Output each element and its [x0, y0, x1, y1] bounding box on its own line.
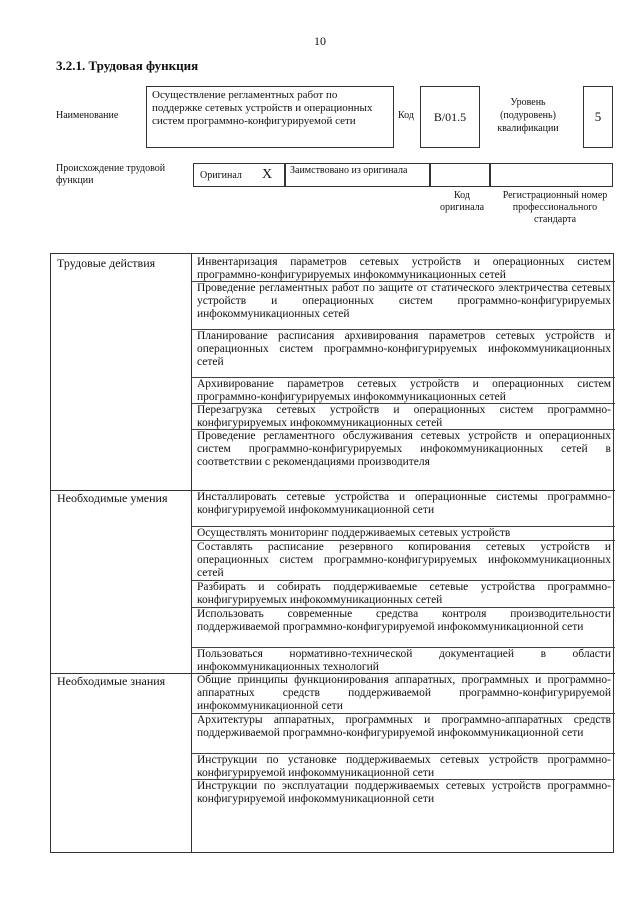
function-code-box: B/01.5: [420, 86, 480, 148]
table-row: Архивирование параметров сетевых устройств и операционных систем программно-конфигурируемых инфокоммуникационных сетей: [197, 378, 611, 404]
function-name-box: Осуществление регламентных работ по поддержке сетевых устройств и операционных систем программно-конфигурируемой сети: [146, 86, 394, 148]
table-row: Общие принципы функционирования аппаратных, программных и программно-аппаратных средств поддерживаемой программно-конфигурируемой инфокоммуникационной сети: [197, 674, 611, 713]
table-row: Планирование расписания архивирования параметров сетевых устройств и операционных систем программно-конфигурируемых инфокоммуникационных сетей: [197, 330, 611, 369]
code-label: Код: [398, 110, 414, 121]
table-row: Проведение регламентных работ по защите от статического электричества сетевых устройств и операционных систем программно-конфигурируемых инфокоммуникационных сетей: [197, 282, 611, 321]
table-row: Инсталлировать сетевые устройства и операционные системы программно-конфигурируемой инфокоммуникационной сети: [197, 491, 611, 517]
table-row: Составлять расписание резервного копирования сетевых устройств и операционных систем программно-конфигурируемых инфокоммуникационных сетей: [197, 541, 611, 580]
table-column-divider: [191, 254, 192, 852]
table-row: Перезагрузка сетевых устройств и операционных систем программно-конфигурируемых инфокоммуникационных сетей: [197, 404, 611, 430]
section-header: Необходимые знания: [57, 674, 166, 688]
page-number: 10: [314, 34, 326, 48]
name-label: Наименование: [56, 110, 119, 121]
table-row: Инструкции по установке поддерживаемых сетевых устройств программно-конфигурируемой инфокоммуникационной сети: [197, 754, 611, 780]
origin-original-mark: X: [262, 167, 273, 182]
origin-original-label: Оригинал: [200, 170, 242, 181]
qualification-level-box: 5: [583, 86, 613, 148]
table-row: Пользоваться нормативно-технической документацией в области инфокоммуникационных технологий: [197, 648, 611, 674]
table-row: Разбирать и собирать поддерживаемые сетевые устройства программно-конфигурируемых инфокоммуникационных сетей: [197, 581, 611, 607]
origin-label: Происхождение трудовой функции: [56, 163, 166, 186]
table-row: Инструкции по эксплуатации поддерживаемых сетевых устройств программно-конфигурируемой инфокоммуникационной сети: [197, 780, 611, 806]
code-original-label: Код оригинала: [439, 190, 485, 213]
origin-code-cell: [430, 163, 490, 187]
reg-number-label: Регистрационный номер профессионального стандарта: [502, 190, 608, 225]
table-row: Использовать современные средства контроля производительности поддерживаемой программно-конфигурируемой инфокоммуникационной сети: [197, 608, 611, 634]
table-row: Проведение регламентного обслуживания сетевых устройств и операционных систем программно-конфигурируемых инфокоммуникационных сетей в соответствии с рекомендациями производителя: [197, 430, 611, 469]
section-header: Трудовые действия: [57, 256, 156, 270]
origin-reg-number-cell: [490, 163, 613, 187]
qualification-level-label: Уровень (подуровень) квалификации: [497, 97, 559, 134]
table-row: Инвентаризация параметров сетевых устройств и операционных систем программно-конфигурируемых инфокоммуникационных сетей: [197, 256, 611, 282]
section-title: 3.2.1. Трудовая функция: [56, 58, 199, 73]
origin-original-cell: [193, 163, 285, 187]
function-table: [50, 253, 614, 853]
section-header: Необходимые умения: [57, 491, 168, 505]
origin-borrowed-cell: Заимствовано из оригинала: [285, 163, 430, 187]
table-row: Осуществлять мониторинг поддерживаемых сетевых устройств: [197, 527, 511, 539]
table-row: Архитектуры аппаратных, программных и программно-аппаратных средств поддерживаемой программно-конфигурируемой инфокоммуникационной сети: [197, 714, 611, 740]
